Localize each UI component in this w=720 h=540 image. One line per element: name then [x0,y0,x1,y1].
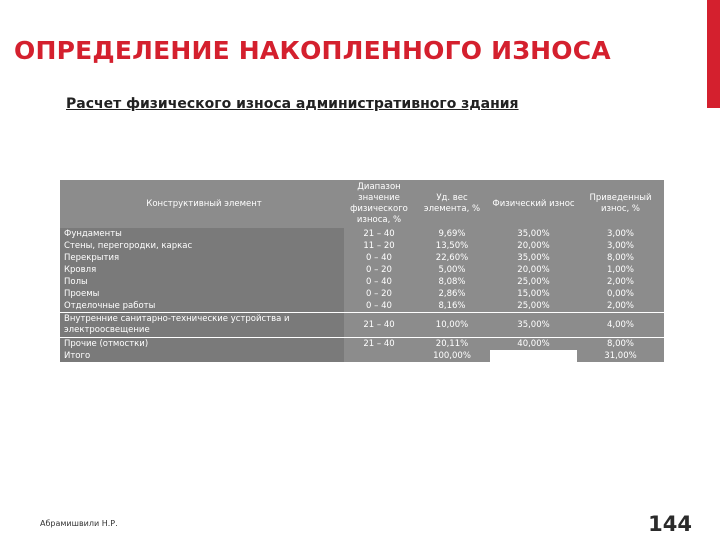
cell-element: Полы [60,276,344,288]
cell-element: Отделочные работы [60,300,344,312]
cell-range: 0 – 40 [366,301,392,311]
cell-element: Проемы [60,288,344,300]
cell-physical-wear: 40,00% [517,339,550,349]
cell-range: 11 – 20 [363,241,395,251]
accent-bar [707,0,720,108]
cell-reduced-wear: 3,00% [606,241,634,251]
cell-weight: 8,16% [438,301,466,311]
cell-reduced-wear: 2,00% [606,277,634,287]
cell-total-reduced-wear: 31,00% [577,350,664,362]
cell-physical-wear: 15,00% [517,289,550,299]
table-row [60,288,664,300]
cell-element: Прочие (отмостки) [60,338,344,350]
cell-weight: 8,08% [438,277,466,287]
header-element: Конструктивный элемент [146,198,262,209]
slide-subtitle: Расчет физического износа административного здания [66,96,519,112]
cell-physical-wear: 25,00% [517,277,550,287]
cell-reduced-wear: 8,00% [606,339,634,349]
table-row [60,252,664,264]
cell-weight: 10,00% [435,320,469,330]
table-row [60,338,664,350]
cell-range: 21 – 40 [363,320,395,330]
table-row [60,276,664,288]
cell-reduced-wear: 4,00% [606,320,634,330]
header-weight: Уд. вес элемента, % [423,193,481,214]
table-row [60,228,664,240]
cell-physical-wear: 35,00% [517,229,550,239]
cell-reduced-wear: 8,00% [606,253,634,263]
cell-range: 0 – 40 [366,277,392,287]
table-row [60,240,664,252]
table-total-row [60,350,664,362]
table-row [60,300,664,312]
cell-reduced-wear: 3,00% [606,229,634,239]
cell-element: Перекрытия [60,252,344,264]
header-physical-wear: Физический износ [492,198,575,209]
footer-author: Абрамишвили Н.Р. [40,519,118,528]
cell-element: Стены, перегородки, каркас [60,240,344,252]
cell-weight: 20,11% [435,339,469,349]
cell-weight: 13,50% [435,241,469,251]
table-row [60,313,664,337]
cell-total-label: Итого [60,350,344,362]
cell-physical-wear: 20,00% [517,265,550,275]
header-range: Диапазон значение физического износа, % [350,182,408,225]
table-row [60,264,664,276]
wear-table [60,180,664,362]
cell-element: Кровля [60,264,344,276]
cell-weight: 9,69% [438,229,466,239]
cell-reduced-wear: 1,00% [606,265,634,275]
cell-range: 21 – 40 [363,339,395,349]
cell-reduced-wear: 0,00% [606,289,634,299]
cell-range: 0 – 20 [366,289,392,299]
cell-physical-wear: 35,00% [517,253,550,263]
cell-physical-wear: 25,00% [517,301,550,311]
cell-physical-wear: 20,00% [517,241,550,251]
cell-element: Внутренние санитарно-технические устройства и электроосвещение [60,313,344,337]
cell-weight: 2,86% [438,289,466,299]
cell-total-weight: 100,00% [414,350,490,362]
cell-total-physical-wear [490,350,577,362]
cell-range: 21 – 40 [363,229,395,239]
cell-weight: 5,00% [438,265,466,275]
page-number: 144 [648,512,692,536]
cell-range: 0 – 20 [366,265,392,275]
cell-range: 0 – 40 [366,253,392,263]
cell-reduced-wear: 2,00% [606,301,634,311]
cell-total-range [344,350,414,362]
table-header [60,180,664,228]
slide-title: ОПРЕДЕЛЕНИЕ НАКОПЛЕННОГО ИЗНОСА [14,36,611,65]
header-reduced-wear: Приведенный износ, % [589,193,652,214]
cell-element: Фундаменты [60,228,344,240]
cell-physical-wear: 35,00% [517,320,550,330]
cell-weight: 22,60% [435,253,469,263]
